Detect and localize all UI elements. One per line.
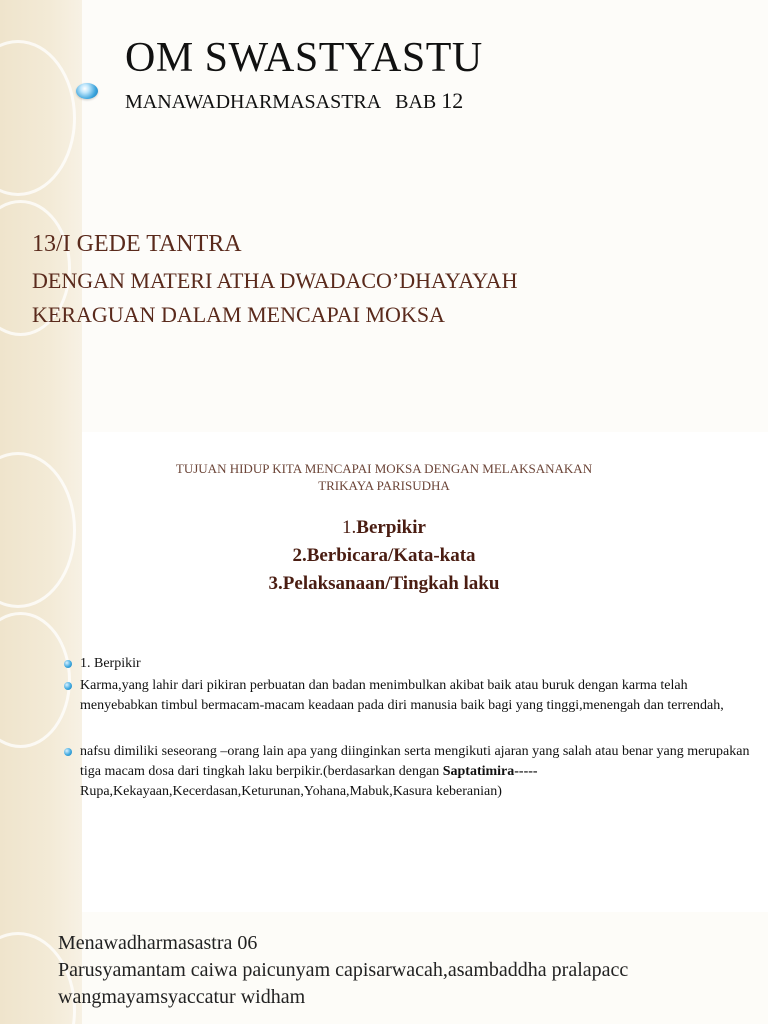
slide-subtitle xyxy=(125,88,463,114)
bullet-item xyxy=(60,654,750,674)
bullet-icon xyxy=(64,748,72,756)
list-item xyxy=(0,570,768,598)
bullet-list xyxy=(60,654,750,802)
bullet-text: Karma,yang lahir dari pikiran perbuatan dan badan menimbulkan akibat baik atau buruk dengan karma telah menyebabkan timbul bermacam-macam keadaan pada diri manusia baik bagi yang tinggi,menengah dan terrendah, xyxy=(80,678,724,713)
verse-text xyxy=(58,930,758,1011)
slide-heading-line-1: TUJUAN HIDUP KITA MENCAPAI MOKSA DENGAN MELAKSANAKAN xyxy=(175,461,593,476)
list-item-number: 2. xyxy=(292,545,307,566)
subtitle-text: MANAWADHARMASASTRA BAB xyxy=(125,91,442,113)
decorative-stripe xyxy=(0,0,82,432)
numbered-list xyxy=(0,514,768,598)
bullet-item xyxy=(60,742,750,802)
list-item xyxy=(0,542,768,570)
subtitle-chapter-number: 12 xyxy=(441,88,464,113)
slide-heading-line-2: TRIKAYA PARISUDHA xyxy=(318,478,450,493)
bullet-icon xyxy=(64,682,72,690)
bullet-text: nafsu dimiliki seseorang –orang lain apa yang diinginkan serta mengikuti ajaran yang salah atau benar yang merupakan tiga macam dosa dari tingkah laku berpikir.(berdasarkan dengan xyxy=(80,744,750,779)
list-item-number: 3. xyxy=(268,573,283,594)
slide-verse xyxy=(0,912,768,1024)
topic-line-2: KERAGUAN DALAM MENCAPAI MOKSA xyxy=(32,302,445,327)
verse-line-2: Parusyamantam caiwa paicunyam capisarwacah,asambaddha pralapacc xyxy=(58,959,629,981)
list-item-text: Berpikir xyxy=(356,517,426,538)
slide-title-heading: OM SWASTYASTU xyxy=(125,35,483,81)
bullet-bold-term: Saptatimira----- xyxy=(442,764,538,779)
list-item-text: Pelaksanaan/Tingkah laku xyxy=(282,573,500,594)
verse-line-1: Menawadharmasastra 06 xyxy=(58,932,258,954)
slide-title xyxy=(0,0,768,432)
bullet-item xyxy=(60,676,750,716)
slide-content xyxy=(0,432,768,912)
bullet-icon xyxy=(64,660,72,668)
list-item-number: 1. xyxy=(342,517,357,538)
bullet-text: 1. Berpikir xyxy=(80,656,141,671)
decorative-curl xyxy=(0,40,76,196)
topic-line-1: DENGAN MATERI ATHA DWADACO’DHAYAYAH xyxy=(32,268,518,293)
slide-heading xyxy=(0,460,768,494)
list-item xyxy=(0,514,768,542)
bullet-text-tail: Rupa,Kekayaan,Kecerdasan,Keturunan,Yohana,Mabuk,Kasura keberanian) xyxy=(80,784,502,799)
list-item-text: Berbicara/Kata-kata xyxy=(306,545,476,566)
presenter-heading: 13/I GEDE TANTRA xyxy=(32,231,242,257)
verse-line-3: wangmayamsyaccatur widham xyxy=(58,986,306,1008)
orb-icon xyxy=(76,83,98,99)
